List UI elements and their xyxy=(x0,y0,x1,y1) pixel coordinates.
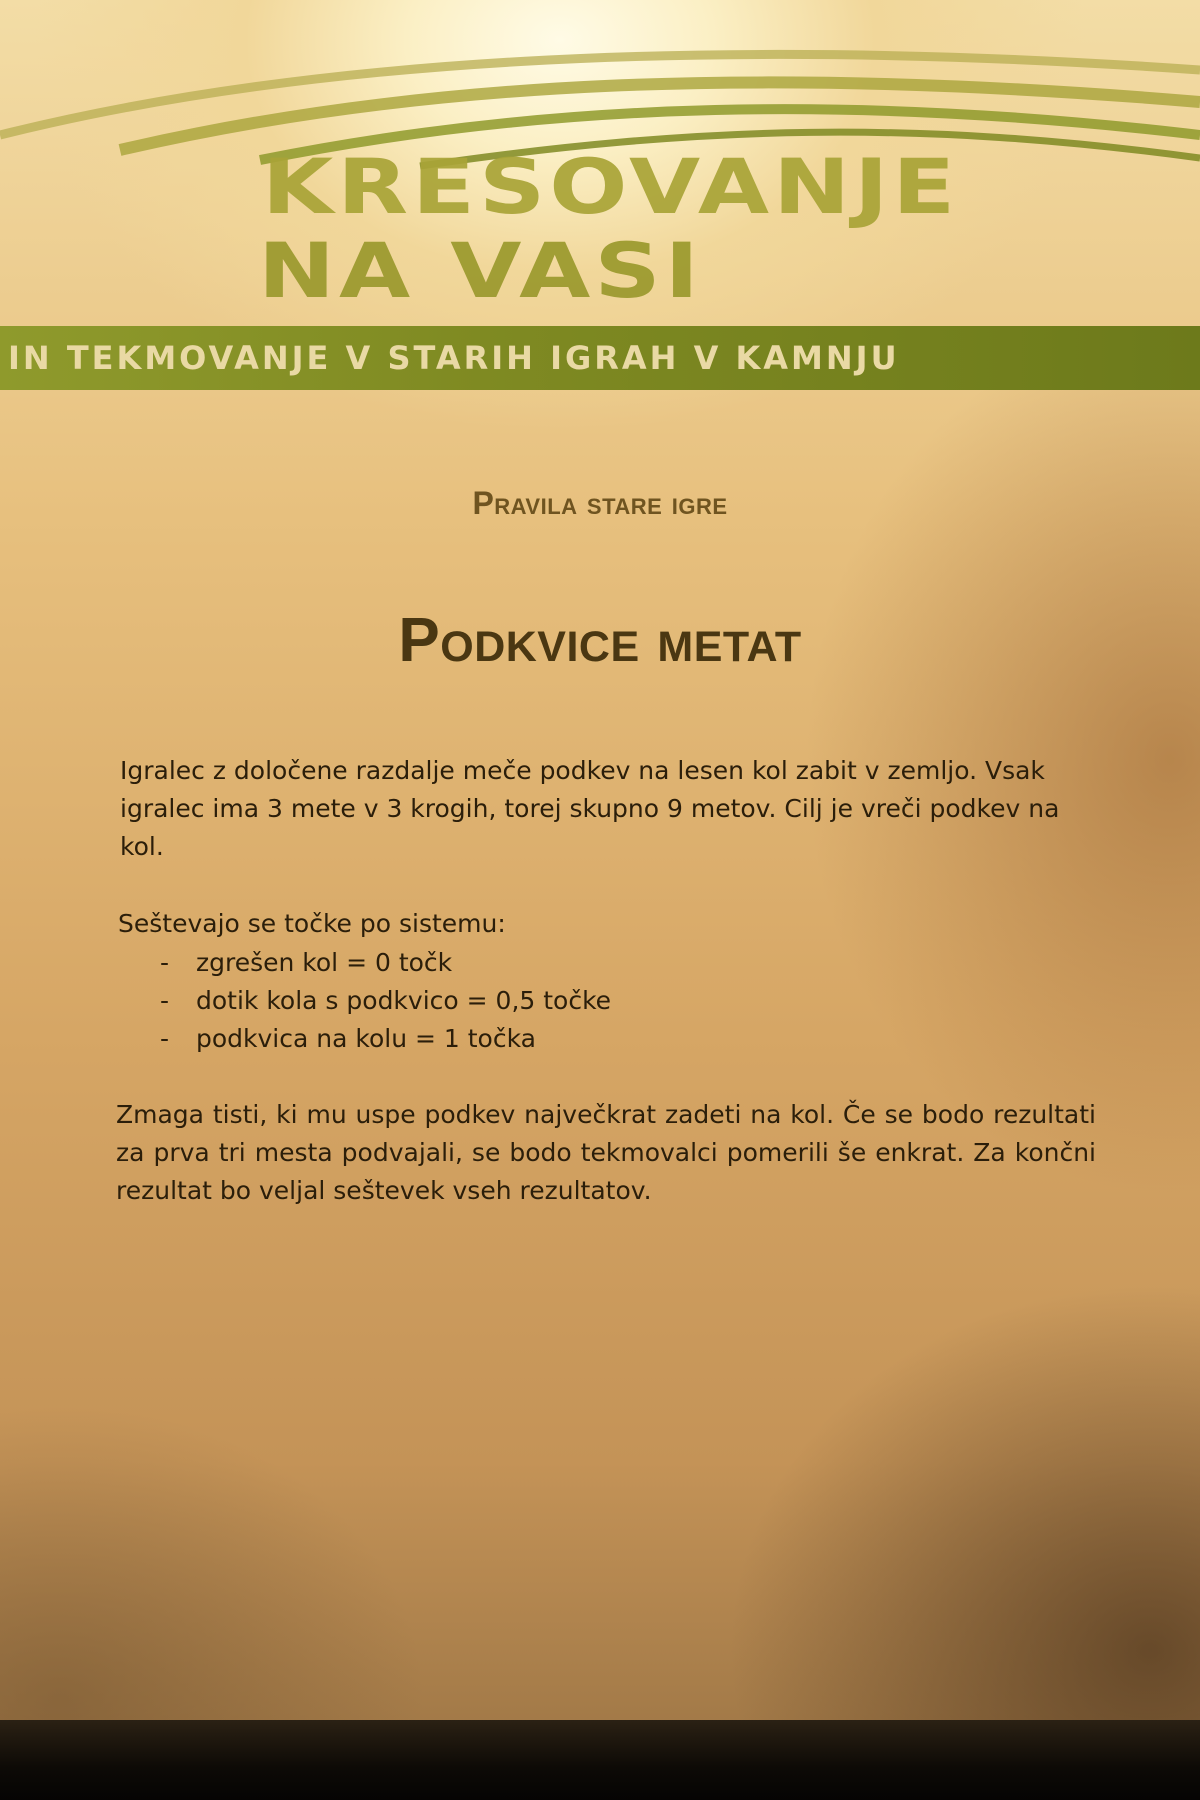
scoring-rules-list xyxy=(160,944,611,1058)
event-banner-text: IN TEKMOVANJE V STARIH IGRAH V KAMNJU xyxy=(8,339,900,377)
list-dash-marker: - xyxy=(160,1024,170,1053)
scoring-rule-item xyxy=(160,1020,611,1058)
list-dash-marker: - xyxy=(160,986,170,1015)
scoring-rule-text: zgrešen kol = 0 točk xyxy=(196,948,453,977)
scoring-intro: Seštevajo se točke po sistemu: xyxy=(118,909,506,938)
scoring-rule-text: dotik kola s podkvico = 0,5 točke xyxy=(196,986,612,1015)
winner-rules-paragraph: Zmaga tisti, ki mu uspe podkev največkrat zadeti na kol. Če se bodo rezultati za prva tri mesta podvajali, se bodo tekmovalci pomerili še enkrat. Za končni rezultat bo veljal seštevek vseh rezultatov. xyxy=(116,1100,1096,1205)
game-description-paragraph: Igralec z določene razdalje meče podkev na lesen kol zabit v zemljo. Vsak igralec ima 3 mete v 3 krogih, torej skupno 9 metov. Cilj je vreči podkev na kol. xyxy=(120,756,1060,861)
logo-title-line-1: KRESOVANJE xyxy=(262,143,960,231)
logo-title-line-2: NA VASI xyxy=(258,227,703,315)
event-banner-band xyxy=(0,326,1200,390)
scoring-rule-text: podkvica na kolu = 1 točka xyxy=(196,1024,536,1053)
section-subtitle: Pravila stare igre xyxy=(472,485,728,521)
scoring-rule-item xyxy=(160,982,611,1020)
game-title: Podkvice metat xyxy=(398,606,802,675)
list-dash-marker: - xyxy=(160,948,170,977)
scoring-rule-item xyxy=(160,944,611,982)
poster-bottom-shadow xyxy=(0,1720,1200,1800)
